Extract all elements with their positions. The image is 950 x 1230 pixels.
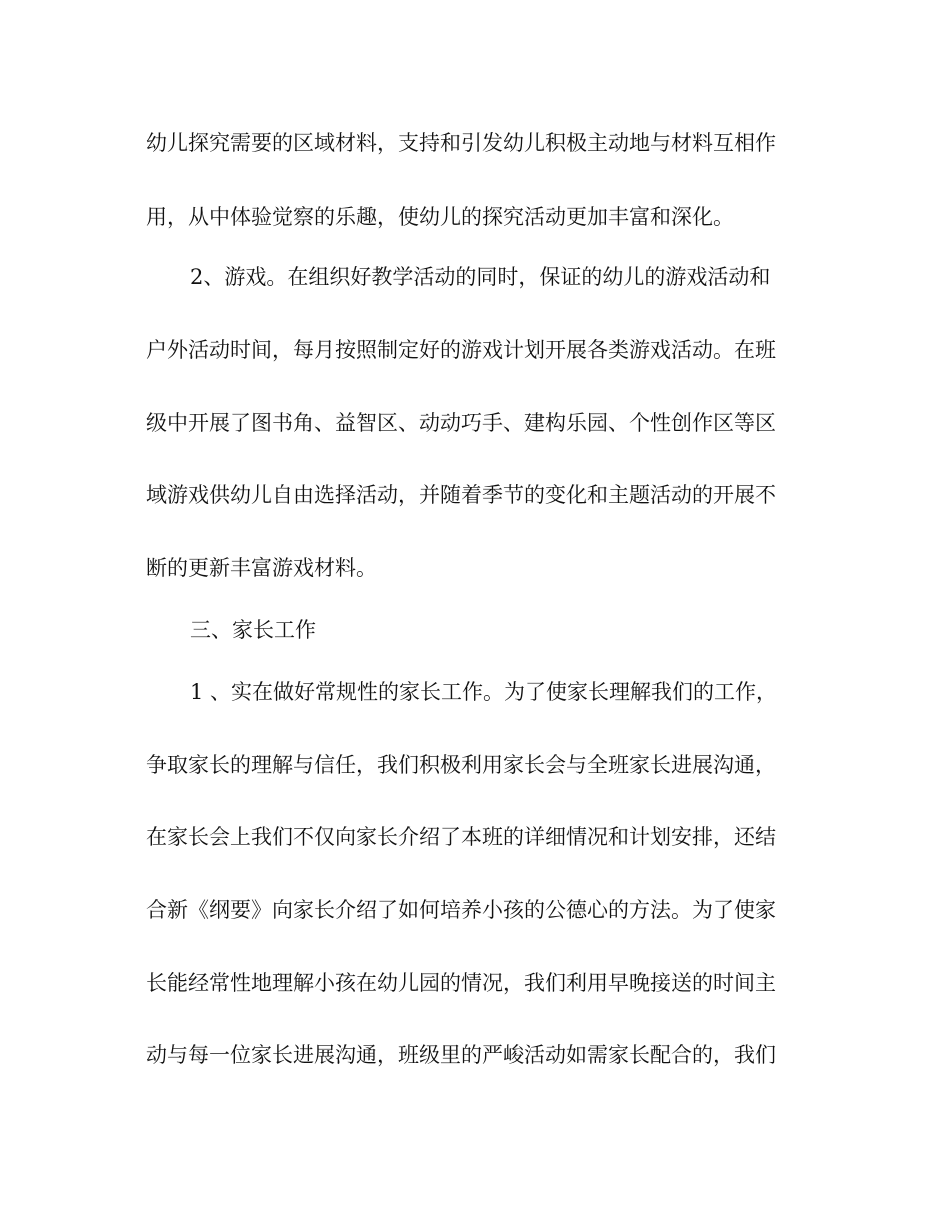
text-line-6: 域游戏供幼儿自由选择活动，并随着季节的变化和主题活动的开展不 <box>146 483 776 507</box>
text-line-1: 幼儿探究需要的区域材料，支持和引发幼儿积极主动地与材料互相作 <box>146 131 776 155</box>
text-line-7: 断的更新丰富游戏材料。 <box>146 556 377 580</box>
text-line-9: 1 、实在做好常规性的家长工作。为了使家长理解我们的工作， <box>190 680 778 704</box>
text-line-12: 合新《纲要》向家长介绍了如何培养小孩的公德心的方法。为了使家 <box>146 898 776 922</box>
text-line-3: 2、游戏。在组织好教学活动的同时，保证的幼儿的游戏活动和 <box>190 265 771 289</box>
text-line-2: 用，从中体验觉察的乐趣，使幼儿的探究活动更加丰富和深化。 <box>146 205 734 229</box>
text-line-10: 争取家长的理解与信任，我们积极利用家长会与全班家长进展沟通， <box>146 753 776 777</box>
text-line-4: 户外活动时间，每月按照制定好的游戏计划开展各类游戏活动。在班 <box>146 338 776 362</box>
text-line-11: 在家长会上我们不仅向家长介绍了本班的详细情况和计划安排，还结 <box>146 825 776 849</box>
text-line-14: 动与每一位家长进展沟通，班级里的严峻活动如需家长配合的，我们 <box>146 1043 776 1067</box>
text-line-5: 级中开展了图书角、益智区、动动巧手、建构乐园、个性创作区等区 <box>146 411 776 435</box>
text-line-13: 长能经常性地理解小孩在幼儿园的情况，我们利用早晚接送的时间主 <box>146 971 776 995</box>
section-heading: 三、家长工作 <box>190 618 316 642</box>
